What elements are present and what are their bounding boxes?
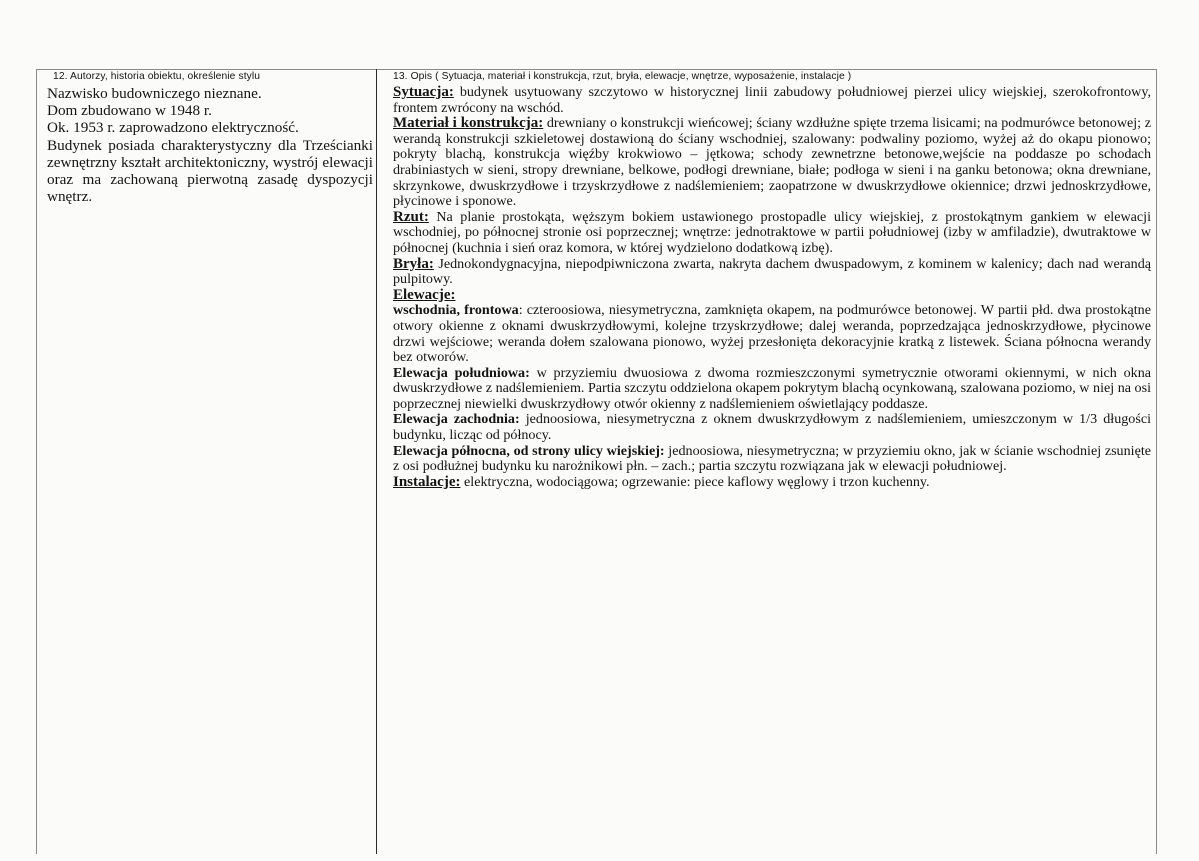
paragraph-polnocna <box>393 444 1151 475</box>
text-wschodnia: : czteroosiowa, niesymetryczna, zamknięta okapem, na podmurówce betonowej. W partii płd. dwa prostokątne otwory okienne z oknami dwuskrzydłowymi, kolejne trzyskrzydłowe; dalej weranda, poprzedzająca jednoskrzydłowe, płycinowe drzwi wejściowe; weranda dołem szalowana pionowo, wyżej przesłonięta dekoracyjnie kratką z listewek. Ściana północna werandy bez otworów. <box>393 302 1151 366</box>
frame-right-border <box>1156 69 1157 854</box>
paragraph-elewacje <box>393 288 1151 304</box>
paragraph-material <box>393 116 1151 210</box>
description-section <box>393 70 1151 490</box>
history-line-electricity: Ok. 1953 r. zaprowadzono elektryczność. <box>47 119 299 137</box>
history-section <box>47 70 373 205</box>
label-material: Materiał i konstrukcja: <box>393 115 544 132</box>
history-text <box>47 85 373 205</box>
label-zachodnia: Elewacja zachodnia: <box>393 411 520 428</box>
text-zachodnia: jednoosiowa, niesymetryczna z oknem dwuskrzydłowym z nadślemieniem, umieszczonym w 1/3 długości budynku, licząc od północy. <box>393 411 1151 444</box>
text-rzut: Na planie prostokąta, węższym bokiem ustawionego prostopadle ulicy wiejskiej, z prostokątnym gankiem w elewacji wschodniej, po północnej stronie osi poprzecznej; wnętrze: jednotraktowe w partii południowej (izby w amfiladzie), dwutraktowe w północnej (kuchnia i sień oraz komora, w której wydzielono dodatkową izbę). <box>393 208 1151 256</box>
label-instalacje: Instalacje: <box>393 473 461 490</box>
description-section-header: 13. Opis ( Sytuacja, materiał i konstrukcja, rzut, bryła, elewacje, wnętrze, wyposażenie, instalacje ) <box>393 71 852 82</box>
paragraph-bryla <box>393 257 1151 288</box>
history-line-built: Dom zbudowano w 1948 r. <box>47 102 212 120</box>
history-line-character: Budynek posiada charakterystyczny dla Trześcianki zewnętrzny kształt architektoniczny, wystrój elewacji oraz ma zachowaną pierwotną zasadę dyspozycji wnętrz. <box>47 136 373 206</box>
label-bryla: Bryła: <box>393 255 434 272</box>
text-material: drewniany o konstrukcji wieńcowej; ściany wzdłużne spięte trzema lisicami; na podmurówce betonowej; z werandą konstrukcji szkieletowej dostawioną do ściany wschodniej, szalowany: podwaliny poziomo, wyżej aż do okapu pionowo; pokryty blachą, konstrukcja więźby krokwiowo – jętkowa; schody zewnetrzne betonowe,wejście na poddasze po schodach drabiniastych w sieni, stropy drewniane, belkowe, podłogi drewniane, białe; podłoga w sieni i na ganku betonowa; okna drewniane, skrzynkowe, dwuskrzydłowe i trzyskrzydłowe z nadślemieniem; zaopatrzone w dwuskrzydłowe okiennice; drzwi jednoskrzydłowe, płycinowe i sponowe. <box>393 115 1151 210</box>
label-wschodnia: wschodnia, frontowa <box>393 302 519 319</box>
history-section-header: 12. Autorzy, historia obiektu, określenie stylu <box>53 71 261 82</box>
description-text <box>393 85 1151 490</box>
label-elewacje: Elewacje: <box>393 286 456 303</box>
paragraph-poludniowa <box>393 366 1151 413</box>
text-poludniowa: w przyziemiu dwuosiowa z dwoma rozmieszczonymi symetrycznie otworami okiennymi, w nich okna dwuskrzydłowe z nadślemieniem. Partia szczytu oddzielona okapem pokrytym blachą ocynkowaną, szalowana poziomo, w niej na osi poprzecznej niewielki dwuskrzydłowy otwór okienny z nadślemieniem oświetlający poddasze. <box>393 364 1151 412</box>
text-polnocna: jednoosiowa, niesymetryczna; w przyziemiu okno, jak w ścianie wschodniej zsunięte z osi podłużnej budynku ku narożnikowi płn. – zach.; partia szczytu rozwiązana jak w elewacji południowej. <box>393 442 1151 475</box>
paragraph-zachodnia <box>393 412 1151 443</box>
label-polnocna: Elewacja północna, od strony ulicy wiejskiej: <box>393 442 665 459</box>
paragraph-wschodnia <box>393 303 1151 365</box>
label-poludniowa: Elewacja południowa: <box>393 364 530 381</box>
label-rzut: Rzut: <box>393 208 429 225</box>
column-divider <box>376 69 377 854</box>
paragraph-instalacje <box>393 475 1151 491</box>
label-sytuacja: Sytuacja: <box>393 84 454 100</box>
frame-left-border <box>36 69 37 854</box>
text-sytuacja: budynek usytuowany szczytowo w historycznej linii zabudowy południowej pierzei ulicy wiejskiej, szerokofrontowy, frontem zwrócony na wschód. <box>393 84 1151 116</box>
paragraph-rzut <box>393 210 1151 257</box>
text-bryla: Jednokondygnacyjna, niepodpiwniczona zwarta, nakryta dachem dwuspadowym, z kominem w kalenicy; dach nad werandą pulpitowy. <box>393 255 1151 288</box>
paragraph-sytuacja <box>393 85 1151 116</box>
history-line-builder: Nazwisko budowniczego nieznane. <box>47 85 262 102</box>
text-instalacje: elektryczna, wodociągowa; ogrzewanie: piece kaflowy węglowy i trzon kuchenny. <box>460 473 930 490</box>
